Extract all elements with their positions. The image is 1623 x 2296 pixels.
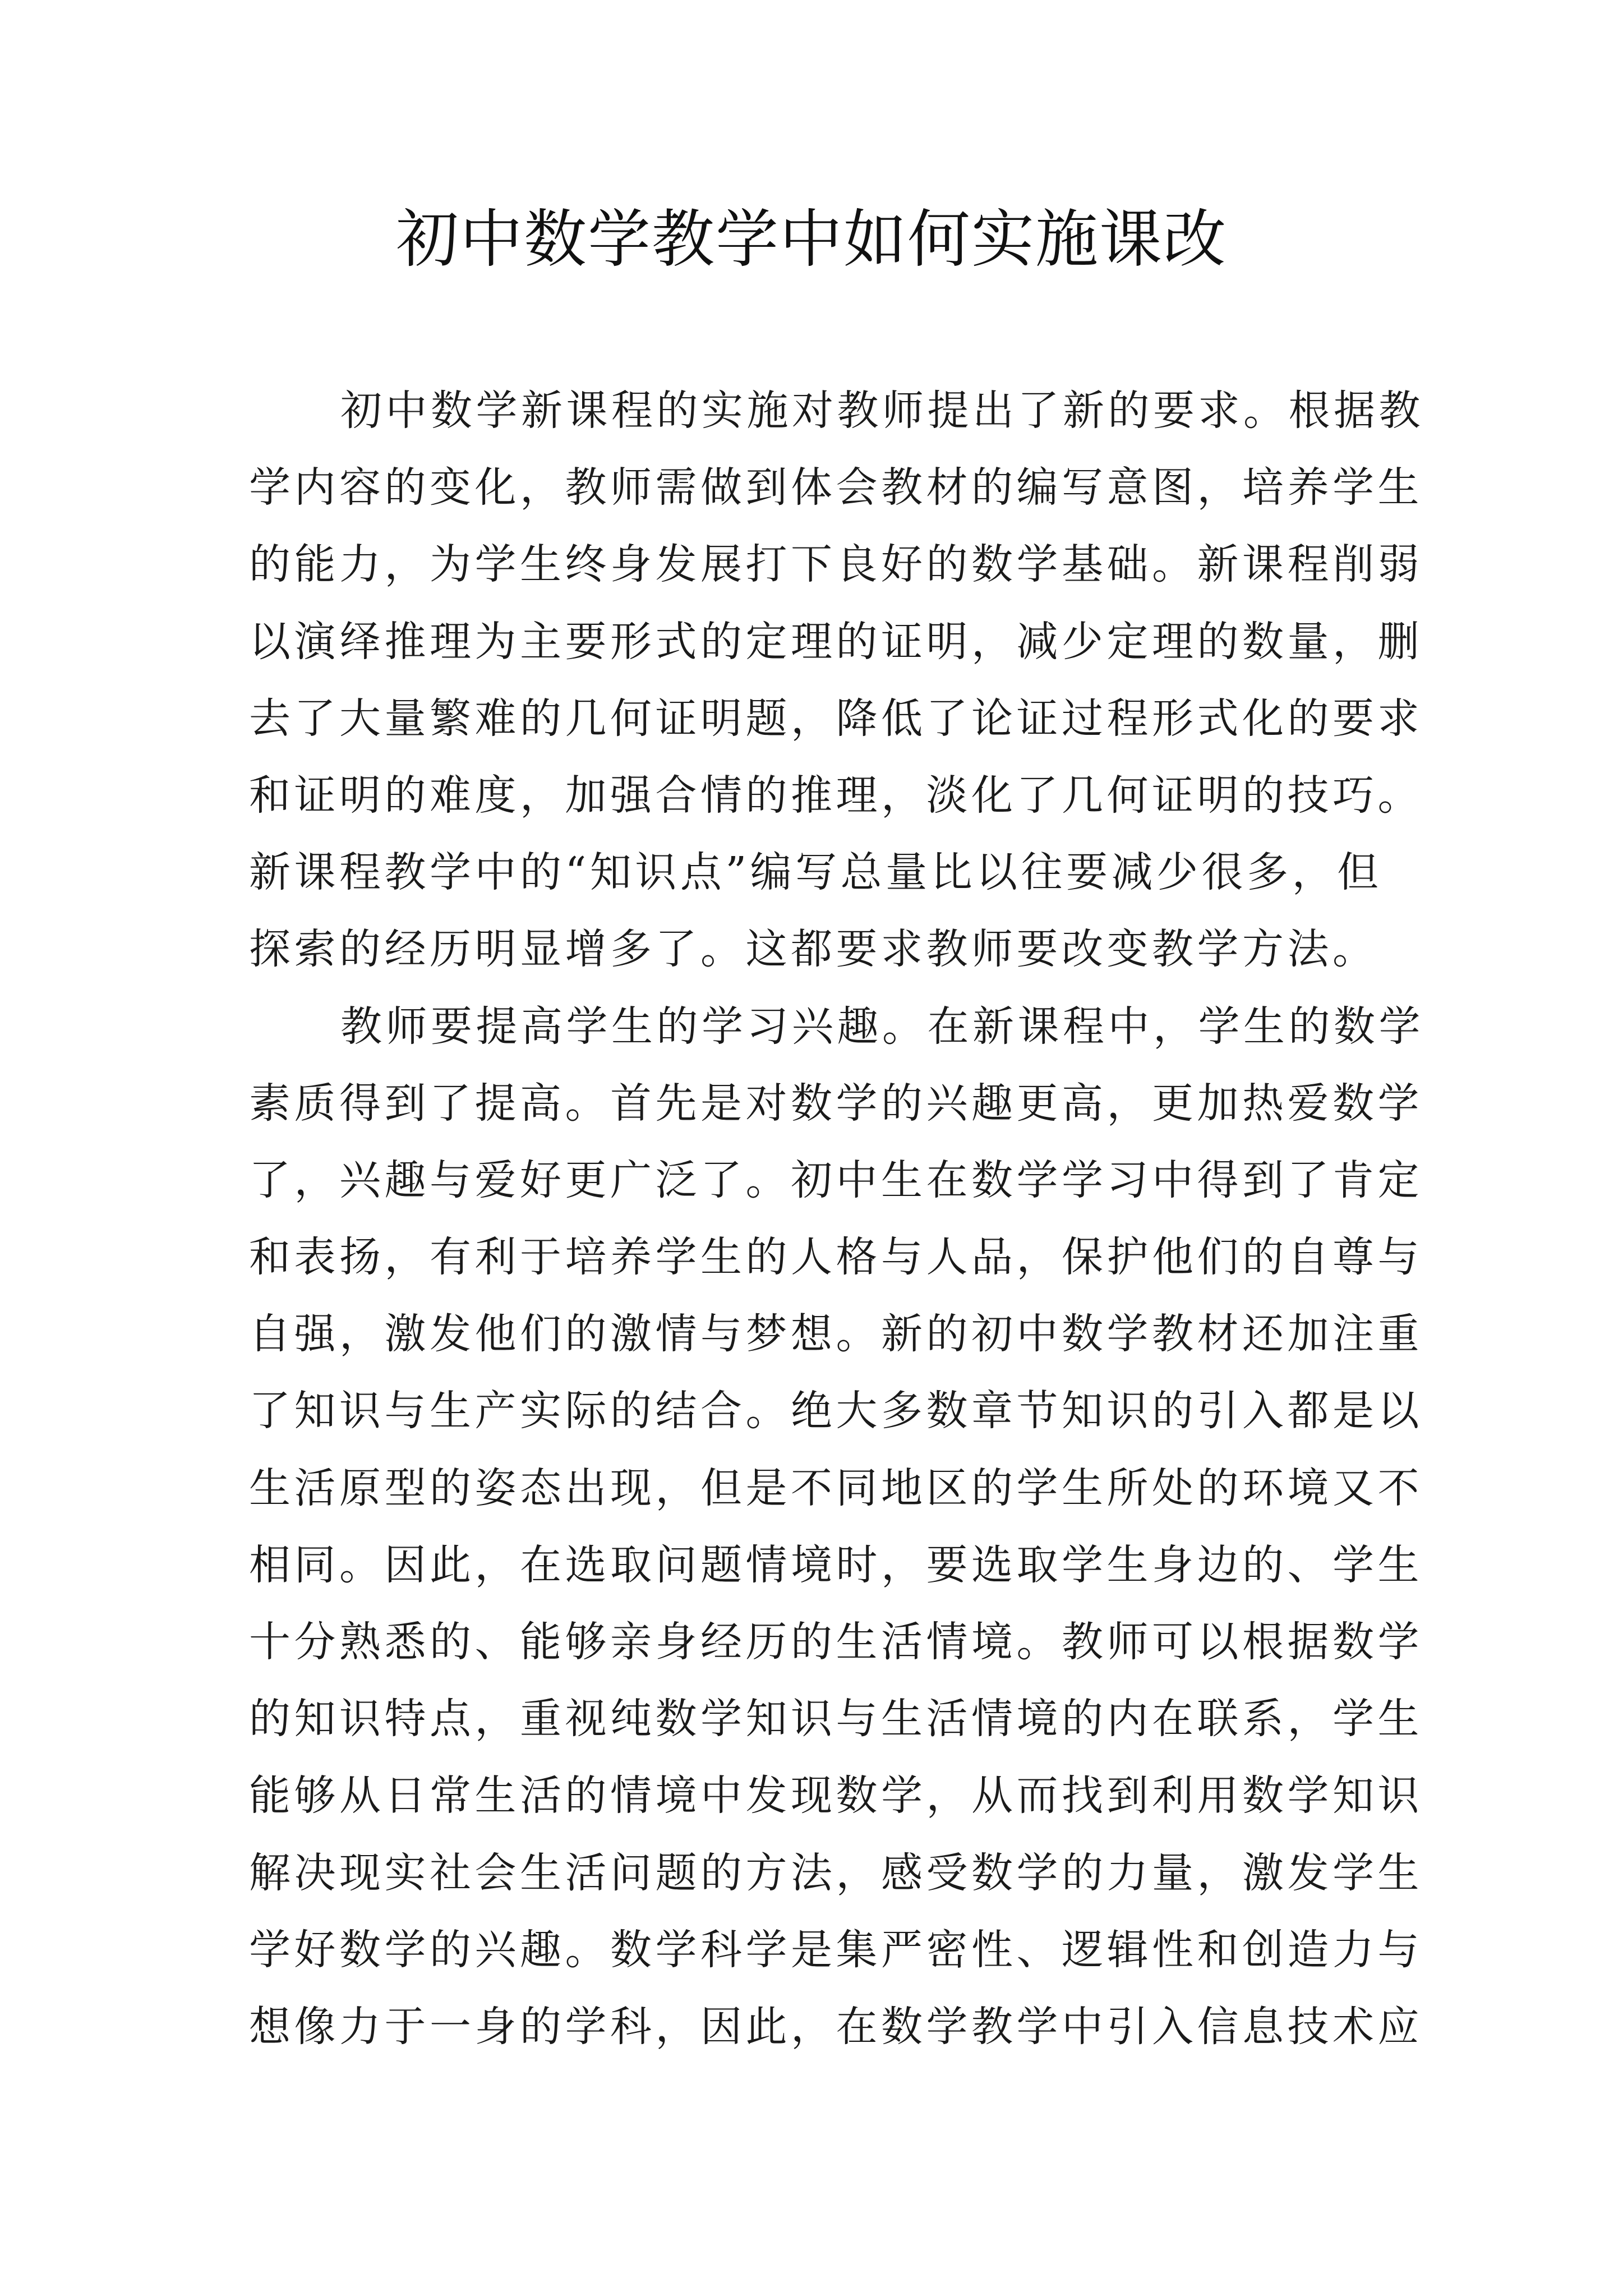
paragraph-line: 想像力于一身的学科，因此，在数学教学中引入信息技术应 <box>249 2002 1423 2051</box>
document-title: 初中数学教学中如何实施课改 <box>396 203 1227 276</box>
paragraph-line: 和证明的难度，加强合情的推理，淡化了几何证明的技巧。 <box>249 771 1423 820</box>
paragraph-line: 学内容的变化，教师需做到体会教材的编写意图，培养学生 <box>249 463 1423 512</box>
paragraph-line: 初中数学新课程的实施对教师提出了新的要求。根据教 <box>340 386 1424 435</box>
paragraph-line: 生活原型的姿态出现，但是不同地区的学生所处的环境又不 <box>249 1464 1423 1512</box>
paragraph-line: 素质得到了提高。首先是对数学的兴趣更高，更加热爱数学 <box>249 1079 1423 1128</box>
paragraph-2 <box>249 988 1424 2066</box>
paragraph-line: 的能力，为学生终身发展打下良好的数学基础。新课程削弱 <box>249 540 1423 589</box>
paragraph-line: 相同。因此，在选取问题情境时，要选取学生身边的、学生 <box>249 1540 1423 1589</box>
paragraph-line: 十分熟悉的、能够亲身经历的生活情境。教师可以根据数学 <box>249 1618 1423 1666</box>
document-body <box>249 372 1424 2065</box>
paragraph-line: 以演绎推理为主要形式的定理的证明，减少定理的数量，删 <box>249 617 1423 666</box>
paragraph-1 <box>249 372 1424 988</box>
paragraph-line: 自强，激发他们的激情与梦想。新的初中数学教材还加注重 <box>249 1310 1423 1359</box>
paragraph-line: 去了大量繁难的几何证明题，降低了论证过程形式化的要求 <box>249 694 1423 743</box>
paragraph-line: 解决现实社会生活问题的方法，感受数学的力量，激发学生 <box>249 1848 1423 1897</box>
paragraph-line: 和表扬，有利于培养学生的人格与人品，保护他们的自尊与 <box>249 1233 1423 1282</box>
paragraph-line: 了知识与生产实际的结合。绝大多数章节知识的引入都是以 <box>249 1387 1423 1435</box>
paragraph-line: 教师要提高学生的学习兴趣。在新课程中，学生的数学 <box>340 1002 1424 1051</box>
paragraph-line: 了，兴趣与爱好更广泛了。初中生在数学学习中得到了肯定 <box>249 1156 1423 1204</box>
paragraph-line: 探索的经历明显增多了。这都要求教师要改变教学方法。 <box>249 925 1378 974</box>
paragraph-line: 能够从日常生活的情境中发现数学，从而找到利用数学知识 <box>249 1772 1423 1820</box>
paragraph-line: 的知识特点，重视纯数学知识与生活情境的内在联系，学生 <box>249 1695 1423 1743</box>
paragraph-line: 学好数学的兴趣。数学科学是集严密性、逻辑性和创造力与 <box>249 1925 1423 1974</box>
paragraph-line: 新课程教学中的“知识点”编写总量比以往要减少很多，但 <box>249 848 1382 897</box>
